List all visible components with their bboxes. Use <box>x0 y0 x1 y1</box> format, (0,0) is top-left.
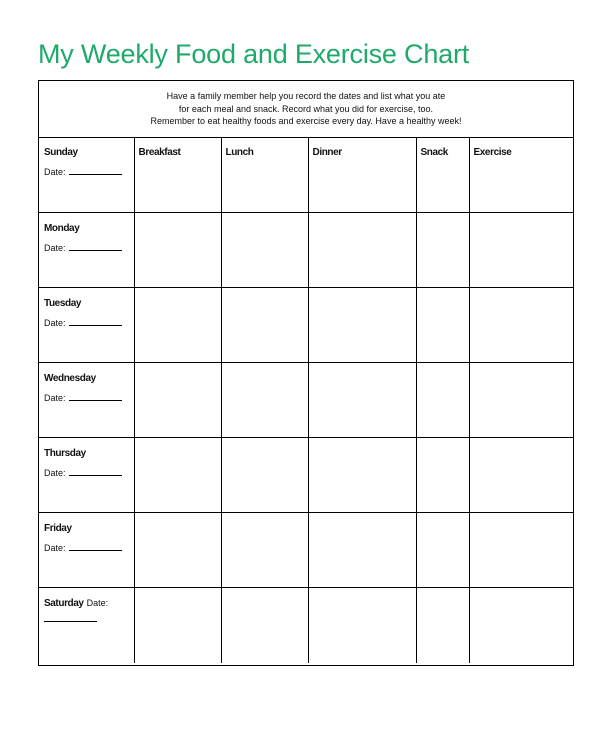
day-name: Wednesday <box>44 372 96 384</box>
day-cell-monday <box>39 212 134 287</box>
day-name: Friday <box>44 522 72 534</box>
cell-lunch[interactable] <box>221 137 308 212</box>
cell-exercise[interactable] <box>469 512 573 587</box>
day-name: Thursday <box>44 447 86 459</box>
cell-exercise[interactable] <box>469 287 573 362</box>
cell-dinner[interactable] <box>308 137 416 212</box>
date-blank-line <box>69 469 122 476</box>
cell-snack[interactable] <box>416 512 469 587</box>
date-label: Date: <box>44 392 66 403</box>
date-field[interactable] <box>44 234 134 253</box>
column-header-dinner: Dinner <box>312 147 342 158</box>
date-field[interactable] <box>44 309 134 328</box>
cell-lunch[interactable] <box>221 287 308 362</box>
day-name: Saturday <box>44 597 84 609</box>
day-cell-sunday <box>39 137 134 212</box>
date-label: Date: <box>44 242 66 253</box>
day-cell-tuesday <box>39 287 134 362</box>
cell-exercise[interactable] <box>469 212 573 287</box>
date-label: Date: <box>44 167 66 177</box>
day-name: Sunday <box>44 147 78 158</box>
cell-breakfast[interactable] <box>134 287 221 362</box>
date-blank-line <box>44 621 97 622</box>
date-field[interactable] <box>44 158 134 177</box>
date-blank-line <box>69 319 122 326</box>
day-row-sunday <box>39 137 573 212</box>
cell-snack[interactable] <box>416 212 469 287</box>
cell-dinner[interactable] <box>308 587 416 663</box>
cell-exercise[interactable] <box>469 587 573 663</box>
chart-grid <box>39 137 573 663</box>
cell-dinner[interactable] <box>308 212 416 287</box>
cell-lunch[interactable] <box>221 362 308 437</box>
column-header-breakfast: Breakfast <box>138 147 181 158</box>
day-row-thursday <box>39 437 573 512</box>
day-row-friday <box>39 512 573 587</box>
instructions-line-1: Have a family member help you record the dates and list what you ate <box>166 91 446 101</box>
instructions-line-3: Remember to eat healthy foods and exercise every day. Have a healthy week! <box>150 116 462 126</box>
cell-dinner[interactable] <box>308 437 416 512</box>
date-field[interactable] <box>44 534 134 553</box>
date-label: Date: <box>44 542 66 553</box>
cell-snack[interactable] <box>416 587 469 663</box>
cell-exercise[interactable] <box>469 362 573 437</box>
date-field[interactable] <box>44 459 134 478</box>
day-name-with-date[interactable] <box>44 588 134 609</box>
cell-snack[interactable] <box>416 362 469 437</box>
cell-snack[interactable] <box>416 137 469 212</box>
cell-dinner[interactable] <box>308 287 416 362</box>
day-name: Tuesday <box>44 297 82 309</box>
cell-breakfast[interactable] <box>134 212 221 287</box>
day-row-tuesday <box>39 287 573 362</box>
cell-snack[interactable] <box>416 287 469 362</box>
day-cell-thursday <box>39 437 134 512</box>
cell-exercise[interactable] <box>469 137 573 212</box>
day-cell-saturday <box>39 587 134 663</box>
cell-breakfast[interactable] <box>134 362 221 437</box>
cell-lunch[interactable] <box>221 512 308 587</box>
cell-breakfast[interactable] <box>134 137 221 212</box>
date-blank-line <box>69 168 122 175</box>
day-row-saturday <box>39 587 573 663</box>
column-header-exercise: Exercise <box>473 147 512 158</box>
day-row-monday <box>39 212 573 287</box>
page-title: My Weekly Food and Exercise Chart <box>38 39 470 69</box>
date-field[interactable] <box>44 384 134 403</box>
date-label: Date: <box>86 597 109 608</box>
column-header-snack: Snack <box>420 147 448 158</box>
day-row-wednesday <box>39 362 573 437</box>
cell-breakfast[interactable] <box>134 512 221 587</box>
cell-exercise[interactable] <box>469 437 573 512</box>
cell-dinner[interactable] <box>308 362 416 437</box>
cell-dinner[interactable] <box>308 512 416 587</box>
day-cell-friday <box>39 512 134 587</box>
food-exercise-chart <box>38 80 574 666</box>
instructions-box <box>39 81 573 138</box>
cell-lunch[interactable] <box>221 437 308 512</box>
cell-breakfast[interactable] <box>134 437 221 512</box>
cell-breakfast[interactable] <box>134 587 221 663</box>
date-blank-line <box>69 394 122 401</box>
date-label: Date: <box>44 317 66 328</box>
date-blank-line <box>69 244 122 251</box>
date-blank-line <box>69 544 122 551</box>
cell-lunch[interactable] <box>221 212 308 287</box>
day-cell-wednesday <box>39 362 134 437</box>
day-name: Monday <box>44 222 80 234</box>
cell-snack[interactable] <box>416 437 469 512</box>
column-header-lunch: Lunch <box>225 147 254 158</box>
cell-lunch[interactable] <box>221 587 308 663</box>
date-label: Date: <box>44 467 66 478</box>
instructions-line-2: for each meal and snack. Record what you did for exercise, too. <box>178 103 434 114</box>
